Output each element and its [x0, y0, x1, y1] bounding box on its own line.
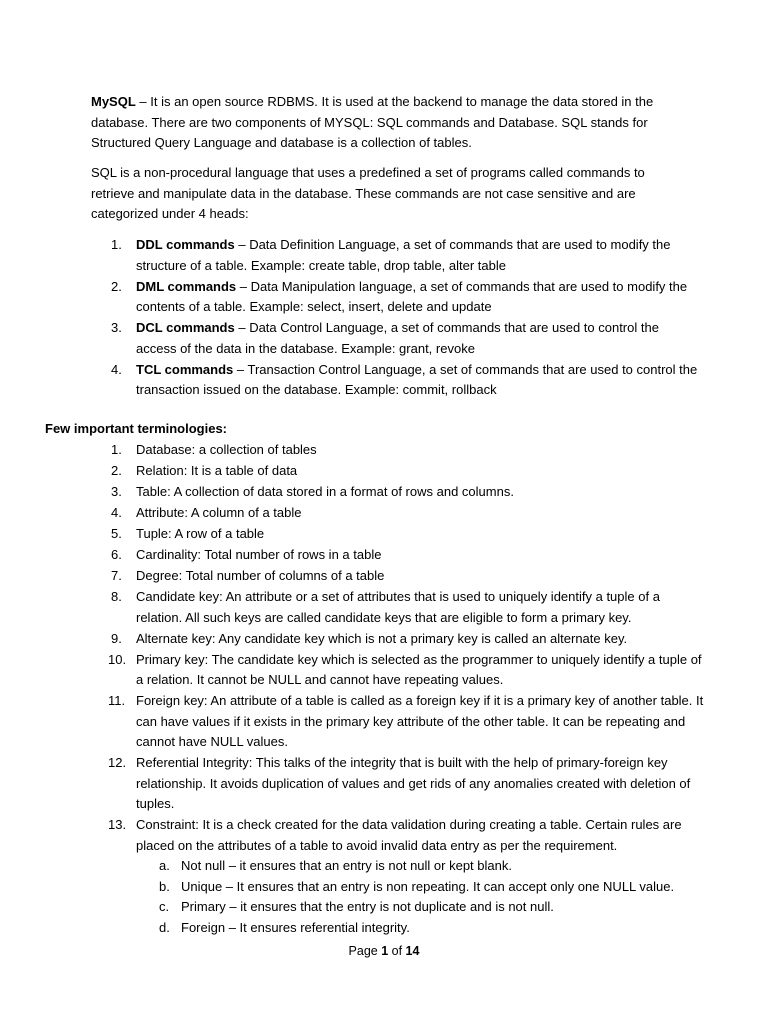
list-number: 4.: [111, 361, 122, 377]
sub-list-item: [136, 918, 706, 939]
list-item: [91, 235, 701, 276]
list-number: 2.: [111, 463, 122, 478]
list-item: [91, 524, 706, 545]
current-page-number: 1: [381, 944, 389, 958]
list-item: [91, 566, 706, 587]
constraint-list: [136, 856, 706, 938]
command-term: DCL commands: [136, 320, 235, 335]
list-number: 8.: [111, 589, 122, 604]
command-description: – Data Manipulation language, a set of commands that are used to modify the contents of a table. Example: select, insert, delete and update: [136, 278, 688, 314]
list-number: 13.: [108, 817, 127, 832]
list-item: [91, 461, 706, 482]
list-number: 2.: [111, 278, 122, 294]
list-item: [91, 277, 701, 318]
term-text: Referential Integrity: This talks of the integrity that is built with the help of primary-foreign key relationship. It avoids duplication of values and get rids of any anomalies created with deletion of tuples.: [136, 755, 691, 811]
list-item: [91, 629, 706, 650]
list-number: 12.: [108, 755, 127, 770]
term-text: Foreign key: An attribute of a table is called as a foreign key if it is a primary key of another table. It can have values if it exists in the primary key attribute of the other table. It can be repeating and cannot have NULL values.: [136, 693, 704, 749]
command-description: – Data Control Language, a set of commands that are used to control the access of the data in the database. Example: grant, revoke: [136, 320, 659, 356]
list-number: 11.: [108, 693, 126, 708]
list-number: 7.: [111, 568, 122, 583]
term-text: Degree: Total number of columns of a table: [136, 568, 385, 583]
intro-text: – It is an open source RDBMS. It is used at the backend to manage the data stored in the database. There are two components of MYSQL: SQL commands and Database. SQL stands for Structured Query Language and database is a collection of tables.: [91, 94, 654, 150]
constraint-text: Not null – it ensures that an entry is not null or kept blank.: [181, 858, 512, 873]
page-of-label: of: [388, 944, 406, 958]
term-text: Candidate key: An attribute or a set of attributes that is used to uniquely identify a tuple of a relation. All such keys are called candidate keys that are eligible to form a primary key.: [136, 589, 660, 625]
constraint-text: Foreign – It ensures referential integrity.: [181, 919, 410, 935]
terminology-list: [91, 440, 706, 939]
term-text: Constraint: It is a check created for the data validation during creating a table. Certain rules are placed on the attributes of a table to avoid invalid data entry as per the requirement.: [136, 817, 682, 853]
list-number: 1.: [111, 237, 122, 252]
list-letter: a.: [159, 858, 170, 873]
list-number: 4.: [111, 505, 122, 520]
list-item: [91, 753, 706, 815]
command-list: [91, 235, 701, 401]
term-text: Alternate key: Any candidate key which is not a primary key is called an alternate key.: [136, 630, 628, 646]
list-item: [91, 587, 706, 628]
list-item: [91, 318, 701, 359]
term-text: Cardinality: Total number of rows in a table: [136, 547, 382, 562]
list-item: [91, 650, 706, 691]
list-item: [91, 691, 706, 753]
sub-list-item: [136, 897, 706, 918]
list-letter: b.: [159, 878, 170, 894]
list-number: 3.: [111, 320, 122, 335]
list-number: 1.: [111, 442, 122, 457]
list-number: 3.: [111, 484, 122, 499]
constraint-text: Primary – it ensures that the entry is not duplicate and is not null.: [181, 899, 554, 914]
list-item: [91, 482, 706, 503]
mysql-term: MySQL: [91, 94, 136, 109]
command-description: – Data Definition Language, a set of commands that are used to modify the structure of a table. Example: create table, drop table, alter table: [136, 237, 671, 273]
total-pages-number: 14: [405, 944, 420, 958]
command-term: TCL commands: [136, 361, 234, 377]
page-footer: [0, 941, 768, 962]
command-term: DML commands: [136, 278, 237, 294]
list-item: [91, 440, 706, 461]
term-text: Table: A collection of data stored in a format of rows and columns.: [136, 484, 514, 499]
list-number: 5.: [111, 526, 122, 541]
term-text: Attribute: A column of a table: [136, 505, 302, 520]
page-label: Page: [348, 944, 382, 958]
list-number: 10.: [108, 651, 127, 667]
term-text: Primary key: The candidate key which is selected as the programmer to uniquely identify a tuple of a relation. It cannot be NULL and cannot have repeating values.: [136, 651, 702, 687]
term-text: Relation: It is a table of data: [136, 463, 298, 478]
term-text: Database: a collection of tables: [136, 442, 317, 457]
sub-list-item: [136, 856, 706, 877]
list-letter: c.: [159, 899, 170, 914]
intro-paragraph: [91, 92, 691, 154]
constraint-text: Unique – It ensures that an entry is non repeating. It can accept only one NULL value.: [181, 878, 675, 894]
list-item: [91, 360, 701, 401]
command-term: DDL commands: [136, 237, 235, 252]
list-item: [91, 545, 706, 566]
list-item: [91, 815, 706, 938]
terminologies-heading: Few important terminologies:: [45, 421, 228, 436]
sub-list-item: [136, 877, 706, 898]
list-item: [91, 503, 706, 524]
list-number: 9.: [111, 630, 122, 646]
list-number: 6.: [111, 547, 122, 562]
term-text: Tuple: A row of a table: [136, 526, 265, 541]
list-letter: d.: [159, 919, 170, 935]
sql-paragraph: SQL is a non-procedural language that uses a predefined a set of programs called commands to retrieve and manipulate data in the database. These commands are not case sensitive and are categorized under 4 heads:: [91, 165, 645, 221]
command-description: – Transaction Control Language, a set of commands that are used to control the transaction issued on the database. Example: commit, rollback: [136, 361, 698, 397]
